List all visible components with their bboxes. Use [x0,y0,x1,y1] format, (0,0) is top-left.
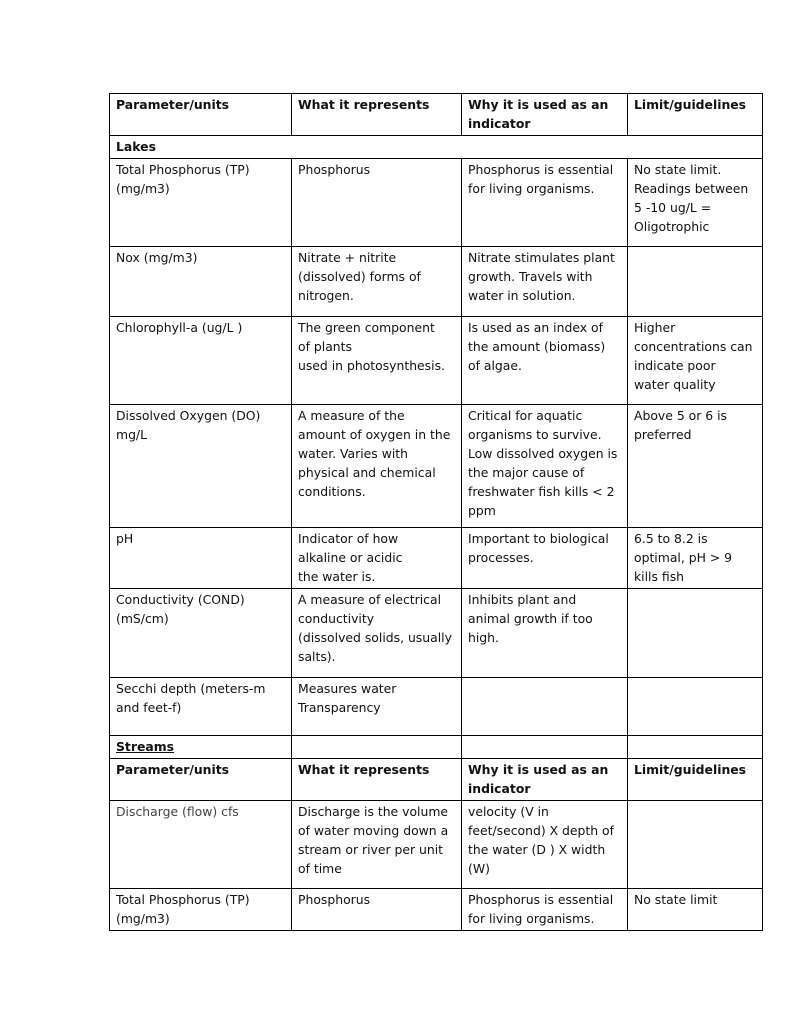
header-cell: Limit/guidelines [628,759,763,801]
limit-cell [628,678,763,736]
represents-cell: Discharge is the volume of water moving down a stream or river per unit of time [292,801,462,889]
parameter-cell: Nox (mg/m3) [110,247,292,317]
parameter-cell: Discharge (flow) cfs [110,801,292,889]
limit-cell [628,589,763,678]
limit-cell [628,247,763,317]
table-row [110,528,763,589]
table-row [110,889,763,931]
parameter-cell: Secchi depth (meters-m and feet-f) [110,678,292,736]
table-row [110,247,763,317]
table-row [110,801,763,889]
represents-cell: Phosphorus [292,159,462,247]
parameter-cell: Dissolved Oxygen (DO) mg/L [110,405,292,528]
header-cell: What it represents [292,759,462,801]
header-cell: Why it is used as an indicator [462,759,628,801]
parameters-table [109,93,763,931]
indicator-cell: Critical for aquatic organisms to survive. Low dissolved oxygen is the major cause of freshwater fish kills < 2 ppm [462,405,628,528]
indicator-cell: Nitrate stimulates plant growth. Travels with water in solution. [462,247,628,317]
section-row-lakes [110,136,763,159]
table-row [110,589,763,678]
header-cell: Why it is used as an indicator [462,94,628,136]
header-cell: Parameter/units [110,94,292,136]
header-cell: Limit/guidelines [628,94,763,136]
parameter-cell: Chlorophyll-a (ug/L ) [110,317,292,405]
represents-cell: Measures water Transparency [292,678,462,736]
limit-cell: Above 5 or 6 is preferred [628,405,763,528]
parameter-cell: pH [110,528,292,589]
represents-cell: Indicator of how alkaline or acidic the water is. [292,528,462,589]
represents-cell: The green component of plants used in photosynthesis. [292,317,462,405]
header-cell: What it represents [292,94,462,136]
parameter-cell: Total Phosphorus (TP) (mg/m3) [110,159,292,247]
limit-cell: No state limit [628,889,763,931]
limit-cell: No state limit. Readings between 5 -10 ug/L = Oligotrophic [628,159,763,247]
represents-cell: A measure of the amount of oxygen in the water. Varies with physical and chemical conditions. [292,405,462,528]
indicator-cell: velocity (V in feet/second) X depth of the water (D ) X width (W) [462,801,628,889]
section-label-lakes: Lakes [110,136,763,159]
limit-cell [628,801,763,889]
table-row [110,159,763,247]
section-label-streams: Streams [110,736,292,759]
limit-cell: 6.5 to 8.2 is optimal, pH > 9 kills fish [628,528,763,589]
indicator-cell [462,678,628,736]
table-row [110,317,763,405]
indicator-cell: Phosphorus is essential for living organisms. [462,889,628,931]
section-row-streams [110,736,763,759]
represents-cell: Phosphorus [292,889,462,931]
parameter-cell: Conductivity (COND) (mS/cm) [110,589,292,678]
header-row [110,94,763,136]
limit-cell: Higher concentrations can indicate poor water quality [628,317,763,405]
parameter-cell: Total Phosphorus (TP) (mg/m3) [110,889,292,931]
represents-cell: Nitrate + nitrite (dissolved) forms of nitrogen. [292,247,462,317]
header-cell: Parameter/units [110,759,292,801]
indicator-cell: Inhibits plant and animal growth if too high. [462,589,628,678]
table-row [110,678,763,736]
indicator-cell: Is used as an index of the amount (biomass) of algae. [462,317,628,405]
table-row [110,405,763,528]
indicator-cell: Phosphorus is essential for living organisms. [462,159,628,247]
represents-cell: A measure of electrical conductivity (dissolved solids, usually salts). [292,589,462,678]
header-row [110,759,763,801]
indicator-cell: Important to biological processes. [462,528,628,589]
